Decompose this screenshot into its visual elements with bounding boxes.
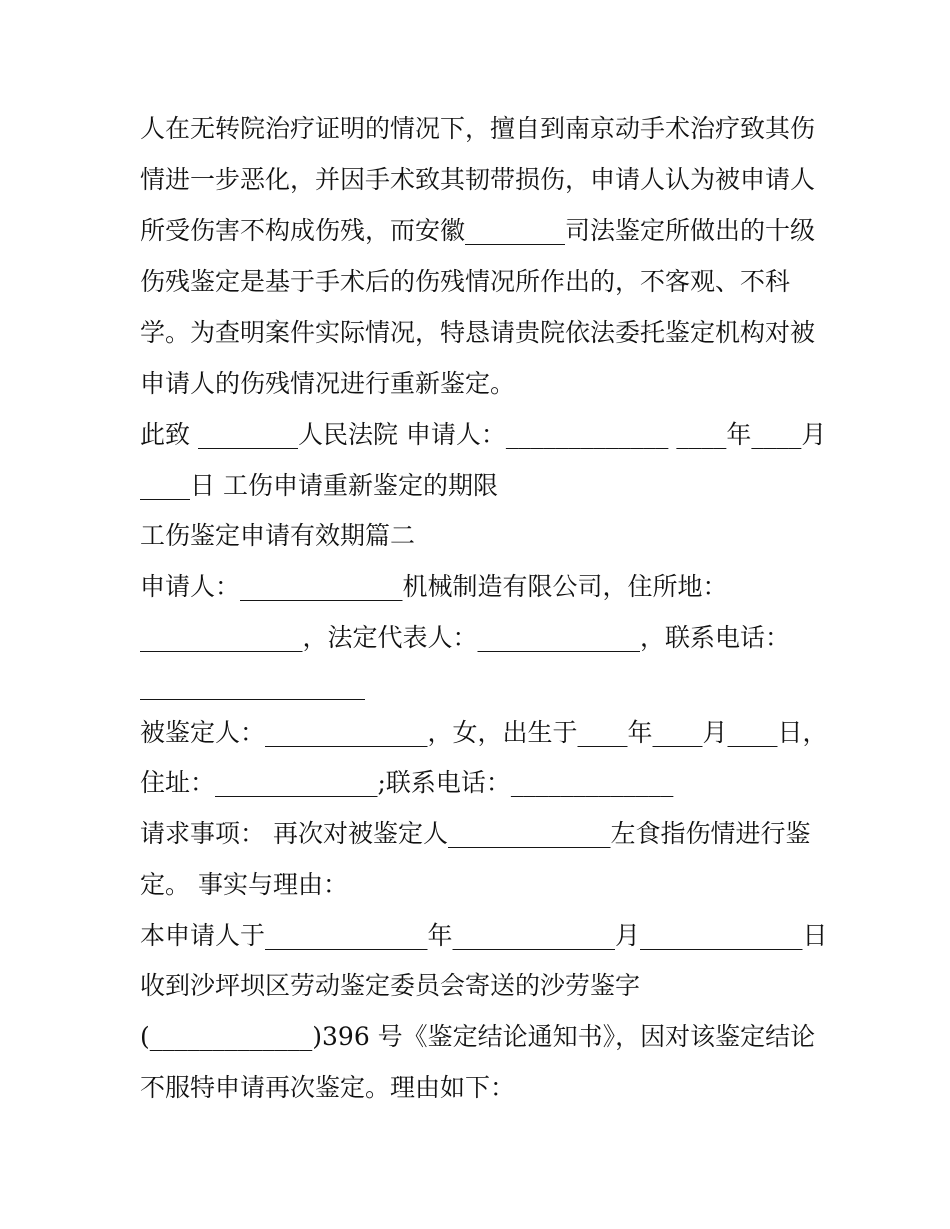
text-line: 所受伤害不构成伤残，而安徽________司法鉴定所做出的十级 (140, 216, 816, 245)
text-line: 学。为查明案件实际情况，特恳请贵院依法委托鉴定机构对被 (140, 318, 816, 347)
text-line: 不服特申请再次鉴定。理由如下： (140, 1073, 516, 1102)
text-line: 定。 事实与理由： (140, 870, 348, 899)
text-line: _____________，法定代表人：_____________，联系电话： (140, 623, 791, 652)
text-line: __________________ (140, 671, 365, 700)
text-line: 收到沙坪坝区劳动鉴定委员会寄送的沙劳鉴字 (140, 971, 641, 1000)
text-line: 此致 ________人民法院 申请人：_____________ ____年____月 (140, 420, 827, 449)
text-line: ____日 工伤申请重新鉴定的期限 (140, 471, 498, 500)
text-line: 请求事项： 再次对被鉴定人_____________左食指伤情进行鉴 (140, 819, 811, 848)
text-line: 人在无转院治疗证明的情况下，擅自到南京动手术治疗致其伤 (140, 114, 816, 143)
text-line: 被鉴定人：_____________，女，出生于____年____月____日， (140, 718, 828, 747)
text-line: 情进一步恶化，并因手术致其韧带损伤，申请人认为被申请人 (140, 165, 816, 194)
text-line: (_____________)396 号《鉴定结论通知书》，因对该鉴定结论 (140, 1022, 816, 1051)
section-heading: 工伤鉴定申请有效期篇二 (140, 521, 416, 550)
text-line: 伤残鉴定是基于手术后的伤残情况所作出的，不客观、不科 (140, 267, 791, 296)
text-line: 住址：_____________;联系电话：_____________ (140, 768, 674, 797)
text-line: 本申请人于_____________年_____________月_____________日 (140, 921, 828, 950)
text-line: 申请人的伤残情况进行重新鉴定。 (140, 369, 516, 398)
text-line: 申请人：_____________机械制造有限公司，住所地： (140, 572, 728, 601)
